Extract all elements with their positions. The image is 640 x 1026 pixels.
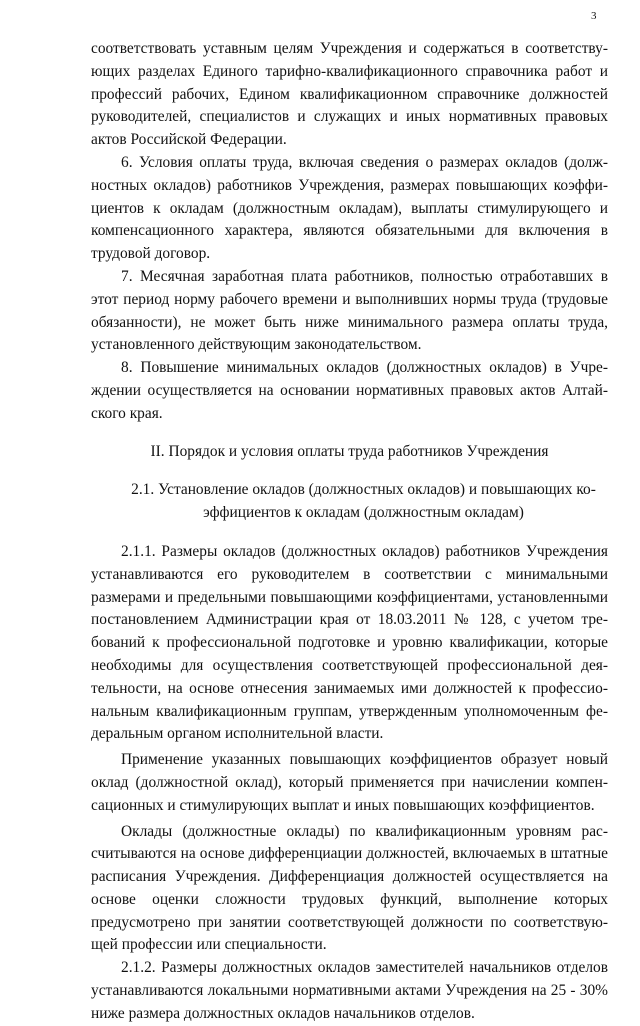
paragraph-2-1-2: 2.1.2. Размеры должностных окладов заместителей начальников отделов устанавливаются локальными нормативными актами Учреждения на 25 - 30% ниже размера должностных окладов начальников отделов. (91, 959, 608, 1022)
section-2-heading: II. Порядок и условия оплаты труда работников Учреждения (150, 442, 549, 460)
paragraph-salary-differentiation: Оклады (должностные оклады) по квалификационным уровням рассчитываются на основе дифференциации должностей, включаемых в штатные расписания Учреждения. Дифференциация должностей осуществляется на основе оценки сложности трудовых функций, выполнение которых предусмотрено при занятии соответствующей должности по соответствующей профессии или специальности. (91, 822, 608, 954)
paragraph-7: 7. Месячная заработная плата работников, полностью отработавших в этот период норму рабочего времени и выполнивших нормы труда (трудовые обязанности), не может быть ниже минимального размера оплаты труда, установленного действующим законодательством. (91, 267, 608, 354)
paragraph-8: 8. Повышение минимальных окладов (должностных окладов) в Учреждении осуществляется на основании нормативных правовых актов Алтайского края. (91, 359, 608, 422)
page-number: 3 (591, 10, 597, 22)
paragraph-continuation: соответствовать уставным целям Учреждения и содержаться в соответствующих разделах Единого тарифно-квалификационного справочника работ и профессий рабочих, Едином квалификационном справочнике должностей руководителей, специалистов и служащих и иных нормативных правовых актов Российской Федерации. (91, 40, 608, 149)
paragraph-coefficients-application: Применение указанных повышающих коэффициентов образует новый оклад (должностной оклад), который применяется при начислении компенсационных и стимулирующих выплат и иных повышающих коэффициентов. (91, 751, 608, 814)
paragraph-2-1-1: 2.1.1. Размеры окладов (должностных окладов) работников Учреждения устанавливаются его руководителем в соответствии с минимальными размерами и предельными повышающими коэффициентами, установленными постановлением Администрации края от 18.03.2011 № 128, с учетом требований к профессиональной подготовке и уровню квалификации, которые необходимы для осуществления соответствующей профессиональной деятельности, на основе отнесения занимаемых ими должностей к профессиональным квалификационным группам, утвержденным уполномоченным федеральным органом исполнительной власти. (91, 542, 608, 743)
section-2-1-heading: 2.1. Установление окладов (должностных окладов) и повышающих коэффициентов к окладам (должностным окладам) (131, 481, 596, 522)
paragraph-6: 6. Условия оплаты труда, включая сведения о размерах окладов (должностных окладов) работников Учреждения, размерах повышающих коэффициентов к окладам (должностным окладам), выплаты стимулирующего и компенсационного характера, являются обязательными для включения в трудовой договор. (91, 153, 608, 263)
document-body (91, 38, 608, 1026)
